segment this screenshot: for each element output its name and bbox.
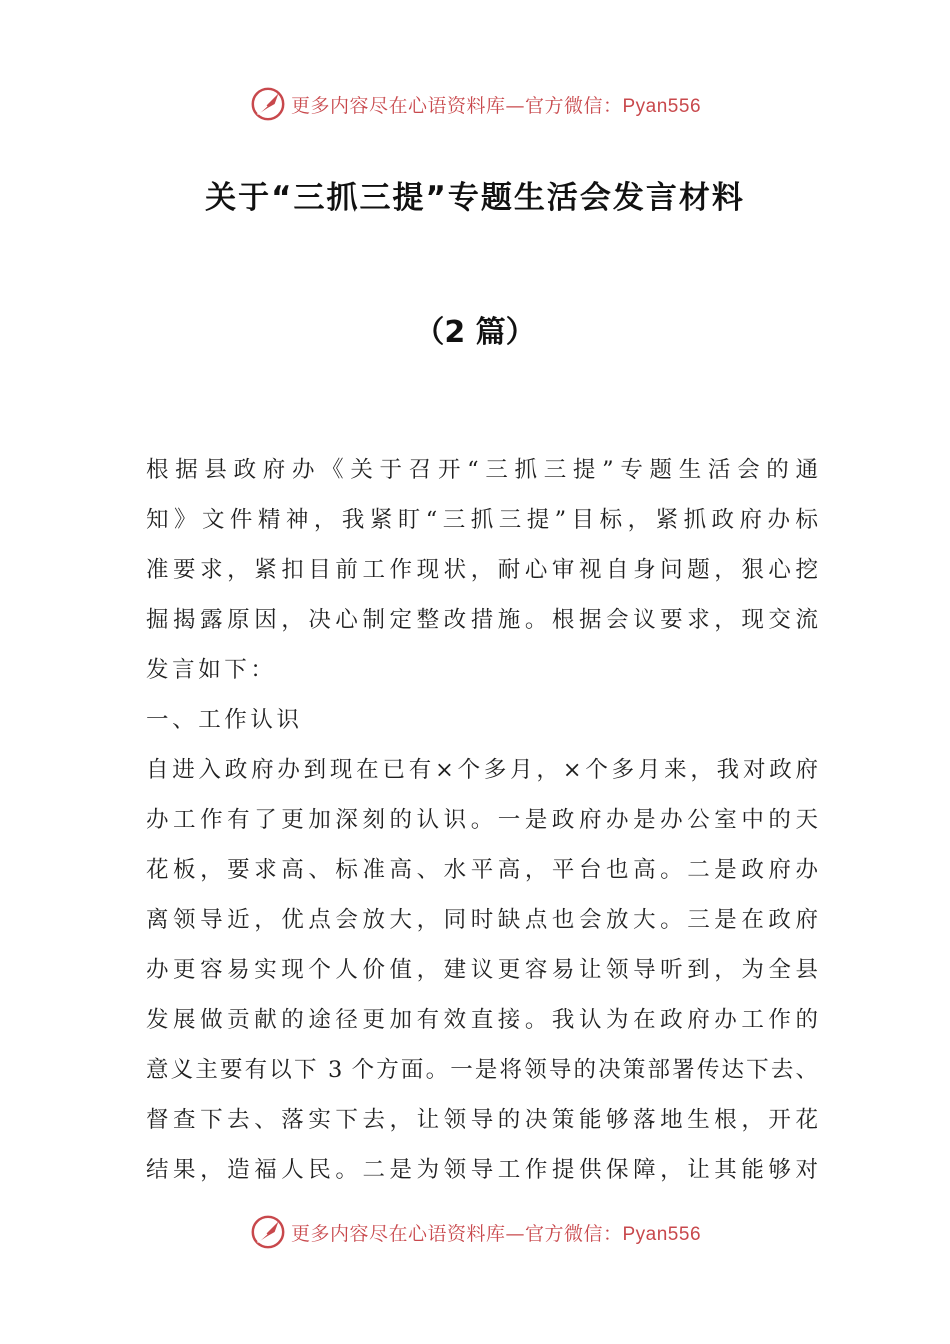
body-line: 自进入政府办到现在已有×个多月，×个多月来，我对政府 bbox=[146, 757, 818, 783]
document-subtitle: （2 篇） bbox=[414, 315, 536, 350]
wechat-id: Pyan556 bbox=[622, 95, 702, 117]
body-line: 发展做贡献的途径更加有效直接。我认为在政府办工作的 bbox=[146, 1007, 818, 1033]
body-line: 准要求，紧扣目前工作现状，耐心审视自身问题，狠心挖 bbox=[146, 557, 818, 583]
document-title: 关于“三抓三提”专题生活会发言材料 bbox=[205, 180, 745, 216]
body-line: 掘揭露原因，决心制定整改措施。根据会议要求，现交流 bbox=[146, 607, 818, 633]
footer-banner bbox=[0, 1212, 950, 1252]
body-line: 离领导近，优点会放大，同时缺点也会放大。三是在政府 bbox=[146, 907, 818, 933]
quill-logo-icon bbox=[249, 85, 287, 123]
body-line: 结果，造福人民。二是为领导工作提供保障，让其能够对 bbox=[146, 1157, 818, 1183]
banner-text: 更多内容尽在心语资料库—官方微信：Pyan556 bbox=[290, 94, 702, 117]
section-heading: 一、工作认识 bbox=[146, 707, 303, 733]
body-line: 督查下去、落实下去，让领导的决策能够落地生根，开花 bbox=[146, 1107, 818, 1133]
body-line: 发言如下： bbox=[146, 657, 277, 683]
wechat-id: Pyan556 bbox=[622, 1223, 702, 1245]
body-line: 根据县政府办《关于召开“三抓三提”专题生活会的通 bbox=[146, 457, 818, 483]
body-line: 意义主要有以下 3 个方面。一是将领导的决策部署传达下去、 bbox=[146, 1057, 818, 1083]
quill-logo-icon bbox=[249, 1213, 287, 1251]
body-line: 办更容易实现个人价值，建议更容易让领导听到，为全县 bbox=[146, 957, 818, 983]
banner-text: 更多内容尽在心语资料库—官方微信：Pyan556 bbox=[290, 1222, 702, 1245]
body-line: 花板，要求高、标准高、水平高，平台也高。二是政府办 bbox=[146, 857, 818, 883]
body-line: 知》文件精神，我紧盯“三抓三提”目标，紧抓政府办标 bbox=[146, 507, 818, 533]
header-banner bbox=[0, 84, 950, 124]
body-line: 办工作有了更加深刻的认识。一是政府办是办公室中的天 bbox=[146, 807, 818, 833]
document-body bbox=[146, 445, 818, 1195]
